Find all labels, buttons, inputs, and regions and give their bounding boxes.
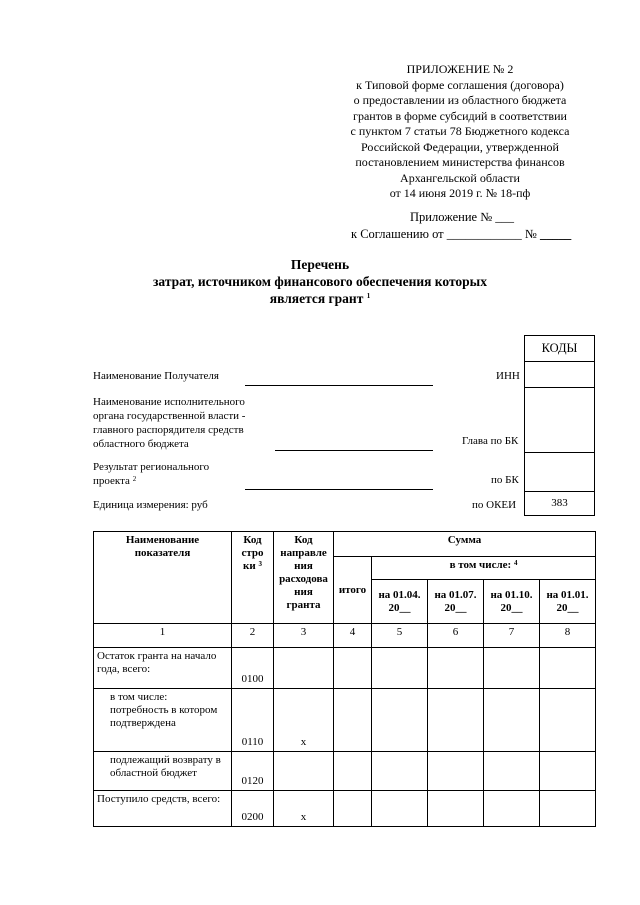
value-cell[interactable]: [372, 689, 428, 752]
table-row: [94, 689, 596, 752]
header-period: на 01.04. 20__: [372, 580, 428, 624]
value-cell[interactable]: [372, 648, 428, 689]
appendix-line: ПРИЛОЖЕНИЕ № 2: [406, 62, 514, 76]
value-cell[interactable]: [540, 752, 596, 791]
column-number: 1: [94, 624, 232, 648]
costs-table: [93, 531, 596, 827]
glava-code-cell[interactable]: [524, 387, 595, 453]
column-number: 3: [274, 624, 334, 648]
header-direction: Код направле ния расходова ния гранта: [274, 532, 334, 624]
header-total: итого: [334, 557, 372, 624]
result-footnote: 2: [132, 475, 137, 483]
title-line-2: затрат, источником финансового обеспечения которых: [153, 274, 487, 289]
document-title: [100, 256, 540, 307]
result-label-line-1: Результат регионального: [93, 461, 210, 473]
value-cell[interactable]: [428, 648, 484, 689]
agreement-line: [351, 227, 571, 242]
value-cell[interactable]: [484, 689, 540, 752]
appendix-line: к Типовой форме соглашения (договора): [356, 77, 564, 92]
row-label: подлежащий возврату в областной бюджет: [94, 752, 232, 791]
header-code-line: стро: [241, 547, 264, 559]
appendix-line: о предоставлении из областного бюджета: [353, 93, 567, 107]
value-cell[interactable]: [484, 648, 540, 689]
row-code: 0200: [232, 791, 274, 827]
header-period: на 01.07. 20__: [428, 580, 484, 624]
row-code: 0120: [232, 752, 274, 791]
header-including-text: в том числе:: [449, 559, 512, 571]
codes-header: КОДЫ: [541, 341, 578, 355]
bk-code-cell[interactable]: [524, 452, 595, 492]
executive-label-line: областного бюджета: [93, 438, 189, 450]
appendix-block: [330, 62, 590, 202]
table-row: [94, 648, 596, 689]
okei-value: 383: [551, 497, 568, 509]
executive-label-line: органа государственной власти -: [93, 410, 246, 422]
value-cell[interactable]: [334, 689, 372, 752]
row-label: в том числе: потребность в котором подтверждена: [94, 689, 232, 752]
unit-label: Единица измерения: руб: [93, 499, 208, 511]
codes-header-cell: [524, 335, 595, 362]
agreement-number-blank: _____: [539, 227, 572, 241]
executive-label-line: главного распорядителя средств: [93, 424, 244, 436]
annex-label: Приложение № ___: [410, 210, 515, 224]
result-label-line-2: [93, 474, 209, 488]
inn-label: ИНН: [496, 370, 520, 382]
column-number: 5: [372, 624, 428, 648]
appendix-line: Российской Федерации, утвержденной: [361, 139, 559, 154]
header-period: на 01.01. 20__: [540, 580, 596, 624]
value-cell[interactable]: [334, 648, 372, 689]
column-numbers-row: [94, 624, 596, 648]
result-label-text: проекта: [93, 475, 130, 487]
title-line-3: [100, 290, 540, 307]
appendix-line: Архангельской области: [400, 170, 520, 185]
row-direction: [274, 752, 334, 791]
row-label: Поступило средств, всего:: [94, 791, 232, 827]
value-cell[interactable]: [428, 791, 484, 827]
header-including: [372, 557, 596, 580]
executive-label-line: Наименование исполнительного: [93, 396, 245, 408]
glava-label: Глава по БК: [462, 435, 519, 447]
executive-label: [93, 395, 245, 451]
row-code: 0110: [232, 689, 274, 752]
header-code-footnote: 3: [258, 560, 262, 568]
value-cell[interactable]: [334, 752, 372, 791]
header-including-footnote: 4: [513, 559, 518, 567]
inn-code-cell[interactable]: [524, 361, 595, 388]
row-code: 0100: [232, 648, 274, 689]
column-number: 6: [428, 624, 484, 648]
row-direction: [274, 648, 334, 689]
title-line-1: Перечень: [290, 257, 350, 272]
appendix-line: постановлением министерства финансов: [355, 155, 565, 169]
value-cell[interactable]: [334, 791, 372, 827]
header-name: Наименование показателя: [94, 532, 232, 624]
title-footnote: 1: [366, 292, 371, 300]
recipient-label: Наименование Получателя: [93, 370, 219, 382]
bk-label: по БК: [491, 474, 519, 486]
title-line-3-text: является грант: [269, 291, 364, 306]
row-direction: х: [274, 791, 334, 827]
okei-label: по ОКЕИ: [472, 499, 517, 511]
column-number: 4: [334, 624, 372, 648]
table-row: [94, 752, 596, 791]
header-code: [232, 532, 274, 624]
table-row: [94, 791, 596, 827]
agreement-label: к Соглашению от ____________ №: [351, 227, 537, 241]
value-cell[interactable]: [540, 791, 596, 827]
row-direction: х: [274, 689, 334, 752]
recipient-field[interactable]: [245, 385, 433, 386]
value-cell[interactable]: [540, 648, 596, 689]
header-sum: Сумма: [334, 532, 596, 557]
value-cell[interactable]: [372, 752, 428, 791]
okei-code-cell: [524, 491, 595, 516]
column-number: 7: [484, 624, 540, 648]
value-cell[interactable]: [428, 752, 484, 791]
appendix-line: грантов в форме субсидий в соответствии: [353, 108, 567, 123]
result-field[interactable]: [245, 489, 433, 490]
row-label: Остаток гранта на начало года, всего:: [94, 648, 232, 689]
column-number: 8: [540, 624, 596, 648]
executive-field[interactable]: [275, 450, 433, 451]
header-code-line: Код: [243, 534, 262, 546]
result-label: [93, 460, 209, 488]
header-period: на 01.10. 20__: [484, 580, 540, 624]
value-cell[interactable]: [484, 791, 540, 827]
value-cell[interactable]: [428, 689, 484, 752]
header-code-line: ки: [243, 560, 256, 572]
appendix-line: с пунктом 7 статьи 78 Бюджетного кодекса: [350, 124, 570, 138]
value-cell[interactable]: [372, 791, 428, 827]
appendix-line: от 14 июня 2019 г. № 18-пф: [389, 186, 531, 200]
value-cell[interactable]: [540, 689, 596, 752]
column-number: 2: [232, 624, 274, 648]
value-cell[interactable]: [484, 752, 540, 791]
